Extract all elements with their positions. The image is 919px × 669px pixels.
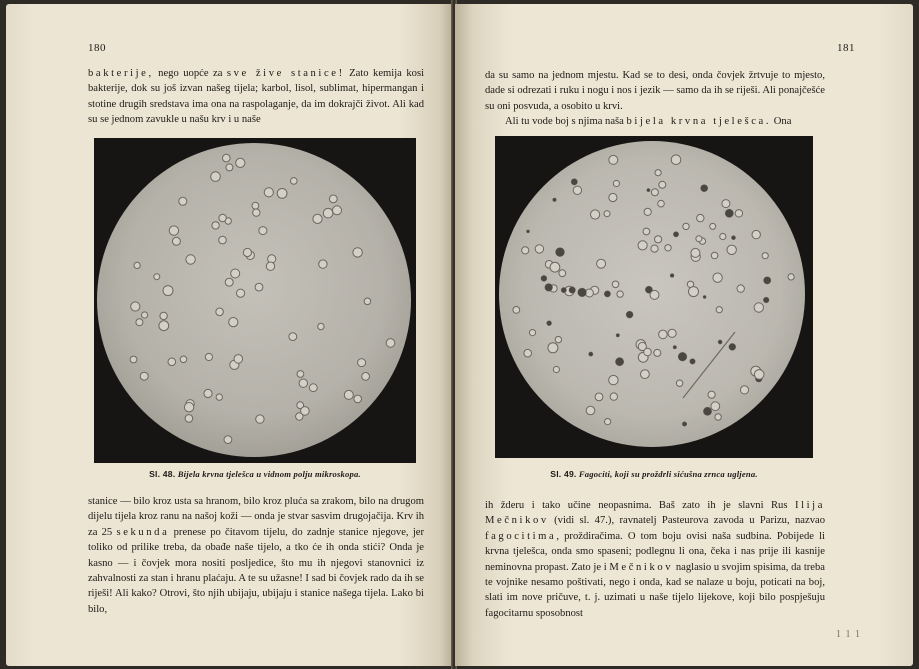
text-run: stanice — bilo kroz usta sa hranom, bilo kroz pluća sa zrakom, bilo na drugom dijelu tijela kroz ranu na našoj koži — onda je stvar sasvim drugojačija. Krv ih za 25 [88,496,424,538]
cell-mark [715,414,721,420]
text-run: Ali tu vode boj s njima naša [505,116,627,128]
cell-mark [319,260,327,268]
cell-mark [219,236,227,244]
right-page [455,4,913,666]
cell-mark [237,289,245,297]
cell-mark [609,375,618,384]
spaced-word: bijela krvna tjelešca. [626,116,772,128]
cell-mark [708,391,715,398]
micrograph-image [495,136,813,458]
cell-mark [762,253,768,259]
cell-mark [754,370,764,380]
cell-mark [713,273,722,282]
cell-mark [701,185,708,192]
cell-mark [689,287,699,297]
cell-mark [697,214,704,221]
cell-mark [333,206,342,215]
cell-mark [597,259,606,268]
cell-mark [541,275,547,281]
cell-mark [553,198,557,202]
cell-mark [678,352,687,361]
cell-mark [578,288,587,297]
cell-mark [711,402,720,411]
cell-mark [354,395,362,403]
micrograph-phagocytes [495,136,813,458]
cell-mark [234,355,243,364]
cell-mark [547,321,552,326]
cell-mark [676,380,682,386]
text-run: Zato kemija kosi bakterije, dok su još izvan našeg tijela; karbol, lisol, sublimat, hipermangan i stotine drugih sredstava ima ona na raspolaganje, da im dokrajči život. Ali kad su se jednom zavukle u našu krv i u naše [88,68,425,126]
cell-mark [277,189,287,199]
cell-mark [353,248,362,257]
cell-mark [243,248,251,256]
cell-mark [297,371,304,378]
cell-mark [252,202,259,209]
cell-mark [658,200,665,207]
cell-mark [130,356,137,363]
left-top-text [88,66,424,128]
figure-caption-48 [94,469,416,479]
cell-mark [659,181,666,188]
cell-mark [184,403,193,412]
cell-mark [313,214,322,223]
cell-mark [725,209,733,217]
cell-mark [754,303,763,312]
cell-mark [638,241,647,250]
cell-mark [729,343,736,350]
cell-mark [212,222,219,229]
cell-mark [289,333,297,341]
cell-mark [595,393,603,401]
spaced-word: bakterije, [88,68,154,79]
cell-mark [204,389,212,397]
cell-mark [229,318,238,327]
cell-mark [682,422,687,427]
text-run: , proždiračima. O tom boju ovisi naša sudbina. Pobijede li krvna tjelešca, onda smo spaseni; podlegnu li ona, čeka i nas prije ili kasnije neminovna propast. Zato je i [485,530,825,573]
cell-mark [673,232,678,237]
cell-mark [524,349,532,357]
cell-mark [318,323,324,329]
micrograph-image [94,138,416,463]
cell-mark [716,307,722,313]
page-footer-mark: 1 1 1 [836,629,861,640]
cell-mark [722,200,730,208]
cell-mark [586,406,595,415]
cell-mark [655,236,662,243]
cell-mark [264,188,273,197]
text-run: (vidi sl. 47.), ravnatelj Pasteurova zavoda u Parizu, nazvao [548,515,825,527]
cell-mark [253,209,260,216]
cell-mark [548,343,558,353]
cell-mark [573,186,581,194]
cell-mark [650,290,659,299]
cell-mark [613,180,619,186]
cell-mark [211,172,221,182]
cell-mark [205,353,212,360]
cell-mark [604,291,610,297]
cell-mark [553,366,559,372]
cell-mark [266,262,274,270]
cell-mark [301,407,310,416]
cell-mark [591,210,600,219]
cell-mark [670,274,674,278]
cell-mark [154,274,160,280]
spaced-word: sve žive stanice! [226,68,345,79]
figure-caption-49 [495,469,813,479]
cell-mark [683,223,689,229]
text-run: naglasio u svojim spisima, da treba te vojnike nesamo poštivati, nego i onda, kad se nalaze u boju, poticati na boj, slati im nove pričuve, t. j. uzimati u naše tijelo lijekove, koji bilo pospješuju fagocitarnu sposobnost [485,561,825,619]
cell-mark [364,298,371,305]
cell-mark [718,340,722,344]
cell-mark [136,319,143,326]
spaced-word: Ilija Mečnikov [485,500,825,527]
cell-mark [134,262,140,268]
cell-mark [522,247,529,254]
cell-mark [160,312,167,319]
cell-mark [309,384,317,392]
cell-mark [612,281,619,288]
cell-mark [513,307,520,314]
cell-mark [550,262,560,272]
figure-description: Fagociti, koji su proždrli sićušna zrnca ugljena. [578,469,758,479]
cell-mark [752,230,760,238]
spaced-word: sekunda [116,526,170,538]
cell-mark [223,154,231,162]
cell-mark [788,274,794,280]
left-bottom-text [88,494,424,617]
cell-mark [526,230,529,233]
cell-mark [362,373,370,381]
cell-mark [236,158,245,167]
cell-mark [647,188,650,191]
figure-number: Sl. 49. [550,469,577,479]
cell-mark [299,379,307,387]
cell-mark [571,179,577,185]
cell-mark [691,248,700,257]
cell-mark [225,278,233,286]
cell-mark [358,359,366,367]
cell-mark [641,370,650,379]
cell-mark [764,277,771,284]
cell-mark [163,286,173,296]
cell-mark [256,415,264,423]
cell-mark [626,311,633,318]
cell-mark [216,394,222,400]
right-bottom-text [485,498,825,621]
page-number-right: 181 [837,42,855,54]
cell-mark [643,228,650,235]
cell-mark [711,252,718,259]
page-number-left: 180 [88,42,106,54]
cell-mark [140,372,148,380]
spaced-word: fagocitima [485,530,557,542]
cell-mark [720,233,726,239]
cell-mark [651,245,658,252]
paragraph: da su samo na jednom mjestu. Kad se to desi, onda čovjek žrtvuje to mjesto, dade si odrezati i ruku i nogu i nos i jezik — samo da ih se riješi. Ali ponajčešće su oni posvuda, a osobito u krvi. [485,70,825,112]
cell-mark [231,269,240,278]
spaced-word: Mečnikov [609,561,674,573]
cell-mark [329,195,337,203]
cell-mark [735,210,742,217]
cell-mark [763,297,769,303]
cell-mark [219,214,226,221]
cell-mark [224,436,232,444]
cell-mark [186,255,195,264]
figure-description: Bijela krvna tjelešca u vidnom polju mikroskopa. [177,469,361,479]
cell-mark [644,208,651,215]
cell-mark [659,330,668,339]
cell-mark [179,197,187,205]
cell-mark [589,352,593,356]
cell-mark [131,302,140,311]
cell-mark [545,284,553,292]
cell-mark [569,287,576,294]
cell-mark [731,236,735,240]
text-run: prenese po čitavom tijelu, do zadnje stanice njegove, jer toliko od prilike treba, da obađe naše tijelo, a tko će ih onda stići? Onda je kasno — i čovjek mora nositi posljedice, što mu ih njegovi stanovnici iz zahvalnosti za stan i hranu plaćaju. A te su užasne! I sad bi čovjek rado da ih se riješi! Ali kako? Otrovi, što njih ubijaju, ubijaju i stanice našega tijela. Lako bi bilo, [88,526,424,615]
cell-mark [386,339,395,348]
cell-mark [655,170,661,176]
cell-mark [710,223,716,229]
text-run: Ona [771,116,792,128]
cell-mark [535,245,543,253]
cell-mark [226,164,233,171]
text-run: nego uopće za [153,68,227,79]
cell-mark [703,295,706,298]
cell-mark [671,155,681,165]
cell-mark [344,390,353,399]
cell-mark [668,329,676,337]
cell-mark [610,393,617,400]
cell-mark [169,226,178,235]
text-run: ih žderu i tako učine neopasnima. Baš zato ih je slavni Rus [485,500,795,511]
cell-mark [740,386,748,394]
cell-mark [727,245,736,254]
cell-mark [605,419,611,425]
cell-mark [615,358,623,366]
cell-mark [556,248,565,257]
right-top-text [485,68,825,130]
cell-mark [142,312,148,318]
left-page [6,4,453,666]
cell-mark [609,193,617,201]
cell-mark [665,245,671,251]
cell-mark [644,348,652,356]
cell-mark [255,283,263,291]
cell-mark [617,291,623,297]
cell-mark [159,321,169,331]
cell-mark [696,236,702,242]
cell-mark [654,349,661,356]
cell-mark [651,189,658,196]
cell-mark [703,407,711,415]
cell-mark [180,356,187,363]
cell-mark [259,227,267,235]
figure-number: Sl. 48. [149,469,176,479]
cell-mark [323,208,333,218]
cell-mark [616,334,620,338]
cell-mark [168,358,176,366]
micrograph-white-blood-cells [94,138,416,463]
cell-mark [561,287,566,292]
cell-mark [609,155,618,164]
cell-mark [291,178,298,185]
cell-mark [185,415,193,423]
cell-mark [555,336,561,342]
cell-mark [172,237,180,245]
cell-mark [690,359,696,365]
cell-mark [559,270,566,277]
cell-mark [737,285,744,292]
cell-mark [216,308,224,316]
cell-mark [604,211,610,217]
cell-mark [673,345,677,349]
cell-mark [529,330,535,336]
